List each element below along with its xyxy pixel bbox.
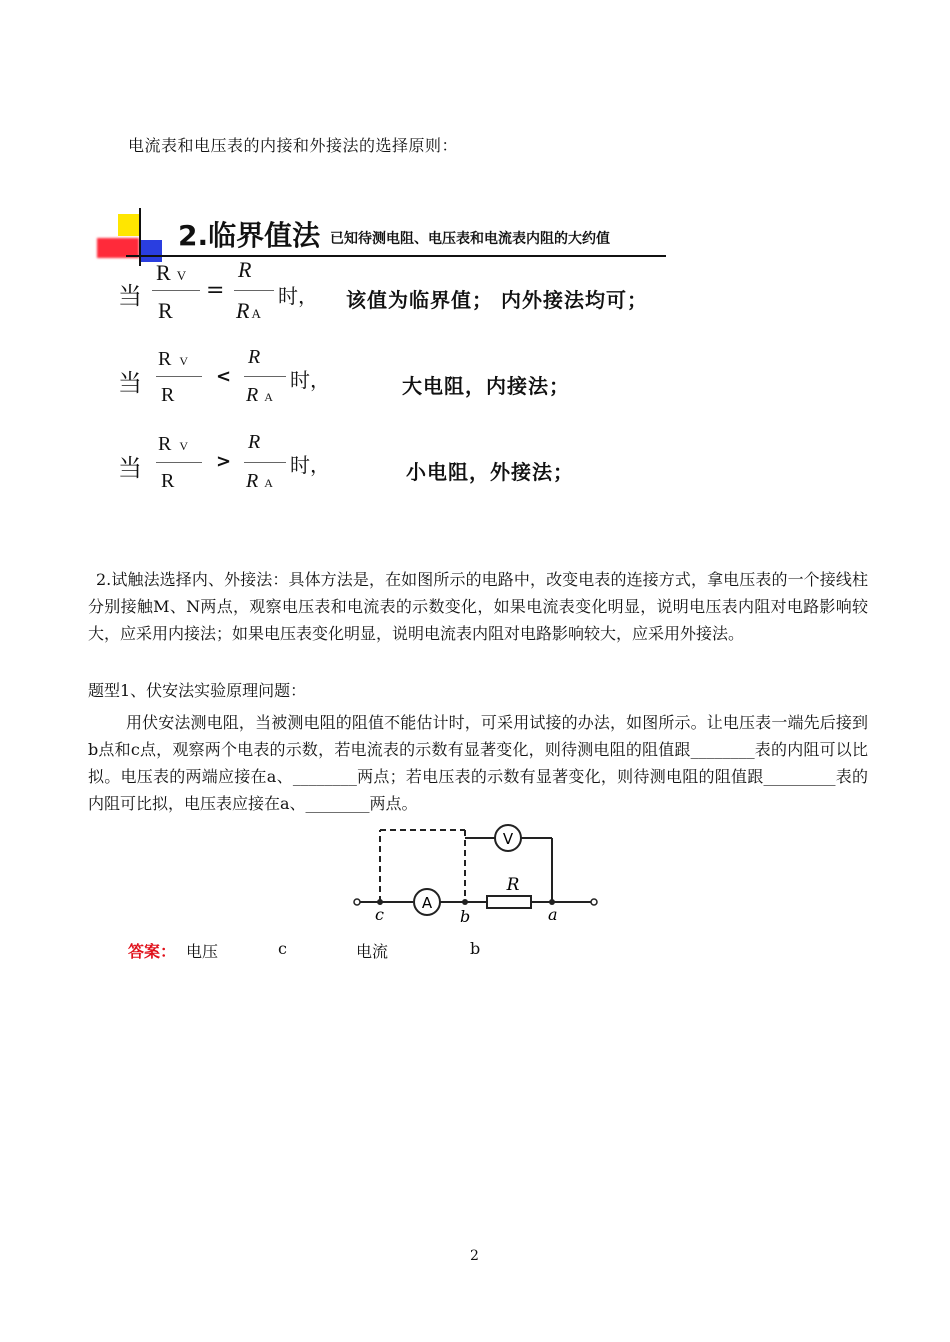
terminal-right bbox=[591, 899, 597, 905]
voltmeter-label: V bbox=[502, 830, 514, 848]
dang-label: 当 bbox=[118, 369, 142, 397]
r-numerator: R bbox=[248, 431, 261, 453]
answer-2: c bbox=[278, 939, 287, 958]
section-title: 2.临界值法 bbox=[178, 219, 321, 252]
title-underline bbox=[126, 255, 666, 257]
fraction-bar bbox=[234, 290, 274, 291]
intro-text: 电流表和电压表的内接和外接法的选择原则： bbox=[128, 136, 459, 155]
dang-label: 当 bbox=[118, 454, 142, 482]
ornament-vertical-line bbox=[139, 208, 141, 266]
rule-greater: 小电阻，外接法； bbox=[406, 460, 574, 484]
ra-denominator: R A bbox=[236, 298, 261, 323]
rv-numerator: R V bbox=[158, 348, 189, 370]
equals-sign: = bbox=[206, 278, 225, 303]
shi-label: 时， bbox=[290, 453, 330, 477]
blank-4[interactable]: ________ bbox=[305, 794, 370, 813]
page-number: 2 bbox=[470, 1248, 479, 1264]
shi-label: 时， bbox=[290, 368, 330, 392]
r-numerator: R bbox=[238, 257, 252, 282]
greater-than-sign: > bbox=[216, 451, 232, 472]
shi-label: 时， bbox=[278, 284, 318, 308]
r-numerator: R bbox=[248, 346, 261, 368]
fraction-bar bbox=[152, 290, 200, 291]
answer-4: b bbox=[470, 939, 481, 958]
blank-2[interactable]: ________ bbox=[292, 767, 357, 786]
ornament-blue-square bbox=[140, 240, 162, 262]
node-b-label: b bbox=[460, 907, 471, 926]
terminal-left bbox=[354, 899, 360, 905]
circuit-diagram bbox=[345, 820, 605, 930]
section-subtitle: 已知待测电阻、电压表和电流表内阻的大约值 bbox=[330, 231, 610, 247]
answer-3: 电流 bbox=[356, 942, 389, 961]
resistor-label: R bbox=[506, 875, 520, 895]
answer-line bbox=[128, 939, 176, 962]
resistor-symbol bbox=[487, 896, 531, 908]
fraction-bar bbox=[156, 462, 202, 463]
answer-1: 电压 bbox=[186, 942, 219, 961]
rule-equal: 该值为临界值； 内外接法均可； bbox=[346, 288, 648, 312]
r-denominator: R bbox=[161, 470, 175, 492]
node-c-label: c bbox=[375, 905, 384, 924]
problem-paragraph: 用伏安法测电阻，当被测电阻的阻值不能估计时，可采用试接的办法，如图所示。让电压表一端先后接到b点和c点，观察两个电表的示数，若电流表的示数有显著变化，则待测电阻的阻值跟________表的内阻可以比拟。电压表的两端应接在a、________两点；若电压表的示数有显著变化，则待测电阻的阻值跟_________表的内阻可比拟，电压表应接在a、________两点。 bbox=[88, 713, 868, 813]
r-denominator: R bbox=[161, 384, 175, 406]
problem-title: 题型1、伏安法实验原理问题： bbox=[88, 681, 307, 700]
ra-denominator: R A bbox=[246, 470, 273, 492]
node-b-dot bbox=[462, 899, 468, 905]
rv-numerator: R V bbox=[156, 260, 187, 285]
node-a-label: a bbox=[548, 905, 558, 924]
fraction-bar bbox=[244, 462, 286, 463]
less-than-sign: < bbox=[216, 366, 232, 387]
fraction-bar bbox=[244, 376, 286, 377]
r-denominator: R bbox=[158, 298, 173, 323]
ornament-yellow-square bbox=[118, 214, 140, 236]
dang-label: 当 bbox=[118, 282, 142, 310]
blank-1[interactable]: ________ bbox=[690, 740, 755, 759]
trial-method-paragraph: 2.试触法选择内、外接法：具体方法是，在如图所示的电路中，改变电表的连接方式，拿电压表的一个接线柱分别接触M、N两点，观察电压表和电流表的示数变化，如果电流表变化明显，说明电压表内阻对电路影响较大，应采用内接法；如果电压表变化明显，说明电流表内阻对电路影响较大，应采用外接法。 bbox=[88, 570, 868, 643]
rule-less: 大电阻，内接法； bbox=[402, 374, 570, 398]
answer-label: 答案： bbox=[128, 942, 177, 961]
ammeter-label: A bbox=[421, 894, 433, 912]
fraction-bar bbox=[156, 376, 202, 377]
rv-numerator: R V bbox=[158, 433, 189, 455]
ra-denominator: R A bbox=[246, 384, 273, 406]
blank-3[interactable]: _________ bbox=[763, 767, 836, 786]
